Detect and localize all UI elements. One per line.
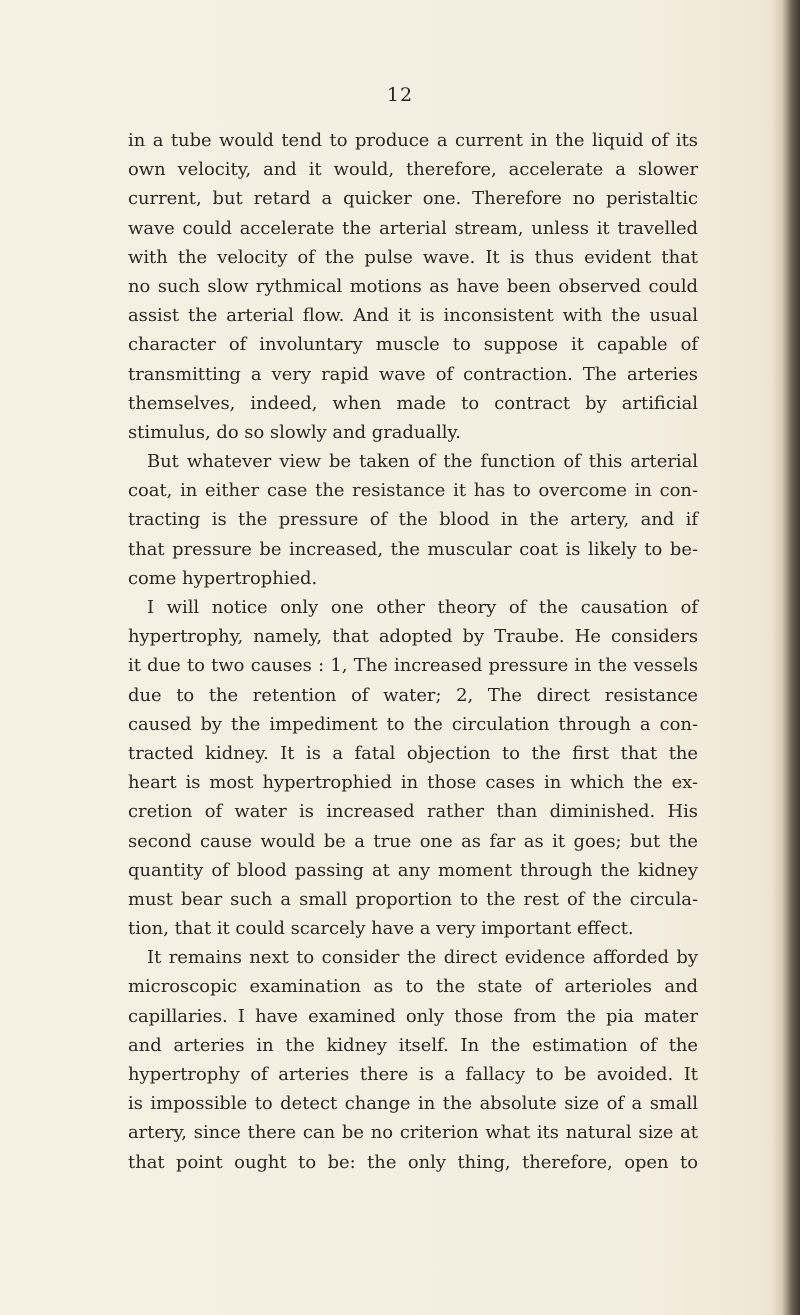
text-line: no such slow rythmical motions as have been observed could (128, 275, 698, 297)
text-line: that point ought to be: the only thing, therefore, open to (128, 1151, 698, 1173)
text-line: tracting is the pressure of the blood in the artery, and if (128, 509, 698, 531)
page-binding-edge (772, 0, 800, 1315)
text-line: artery, since there can be no criterion what its natural size at (128, 1122, 698, 1144)
text-line: tracted kidney. It is a fatal objection to the first that the (128, 742, 698, 764)
text-line: tion, that it could scarcely have a very important effect. (128, 918, 634, 940)
text-line: that pressure be increased, the muscular coat is likely to be- (128, 538, 698, 560)
text-line: coat, in either case the resistance it has to overcome in con- (128, 480, 698, 502)
text-line: current, but retard a quicker one. Therefore no peristaltic (128, 188, 698, 210)
paragraph-start: But whatever view be taken of the function of this arterial (147, 451, 698, 473)
text-line: hypertrophy of arteries there is a fallacy to be avoided. It (128, 1064, 698, 1085)
text-line: is impossible to detect change in the absolute size of a small (128, 1093, 698, 1115)
text-line: quantity of blood passing at any moment through the kidney (128, 859, 698, 881)
text-line: heart is most hypertrophied in those cases in which the ex- (128, 772, 698, 794)
text-line: come hypertrophied. (128, 567, 318, 589)
paragraph-start: It remains next to consider the direct evidence afforded by (147, 947, 698, 969)
text-line: themselves, indeed, when made to contract by artificial (128, 392, 698, 414)
text-line: with the velocity of the pulse wave. It is thus evident that (128, 246, 698, 268)
text-line: cretion of water is increased rather than diminished. His (128, 801, 698, 823)
text-line: own velocity, and it would, therefore, accelerate a slower (128, 159, 698, 181)
text-line: hypertrophy, namely, that adopted by Traube. He considers (128, 626, 698, 648)
text-line: assist the arterial flow. And it is inconsistent with the usual (128, 305, 698, 327)
text-line: character of involuntary muscle to suppose it capable of (128, 334, 698, 356)
body-text (128, 126, 698, 1177)
text-line: in a tube would tend to produce a current in the liquid of its (128, 130, 698, 151)
text-line: second cause would be a true one as far as it goes; but the (128, 830, 698, 852)
page-number: 12 (386, 84, 414, 106)
text-line: it due to two causes : 1, The increased pressure in the vessels (128, 655, 698, 677)
text-line: transmitting a very rapid wave of contraction. The arteries (128, 363, 698, 385)
text-line: due to the retention of water; 2, The direct resistance (128, 684, 698, 706)
paragraph-start: I will notice only one other theory of the causation of (147, 597, 698, 618)
text-line: stimulus, do so slowly and gradually. (128, 421, 461, 443)
text-line: must bear such a small proportion to the rest of the circula- (128, 888, 698, 910)
text-line: microscopic examination as to the state of arterioles and (128, 976, 698, 998)
text-line: wave could accelerate the arterial stream, unless it travelled (128, 217, 698, 239)
text-line: and arteries in the kidney itself. In the estimation of the (128, 1034, 698, 1056)
text-line: caused by the impediment to the circulation through a con- (128, 713, 698, 735)
text-line: capillaries. I have examined only those from the pia mater (128, 1005, 698, 1027)
